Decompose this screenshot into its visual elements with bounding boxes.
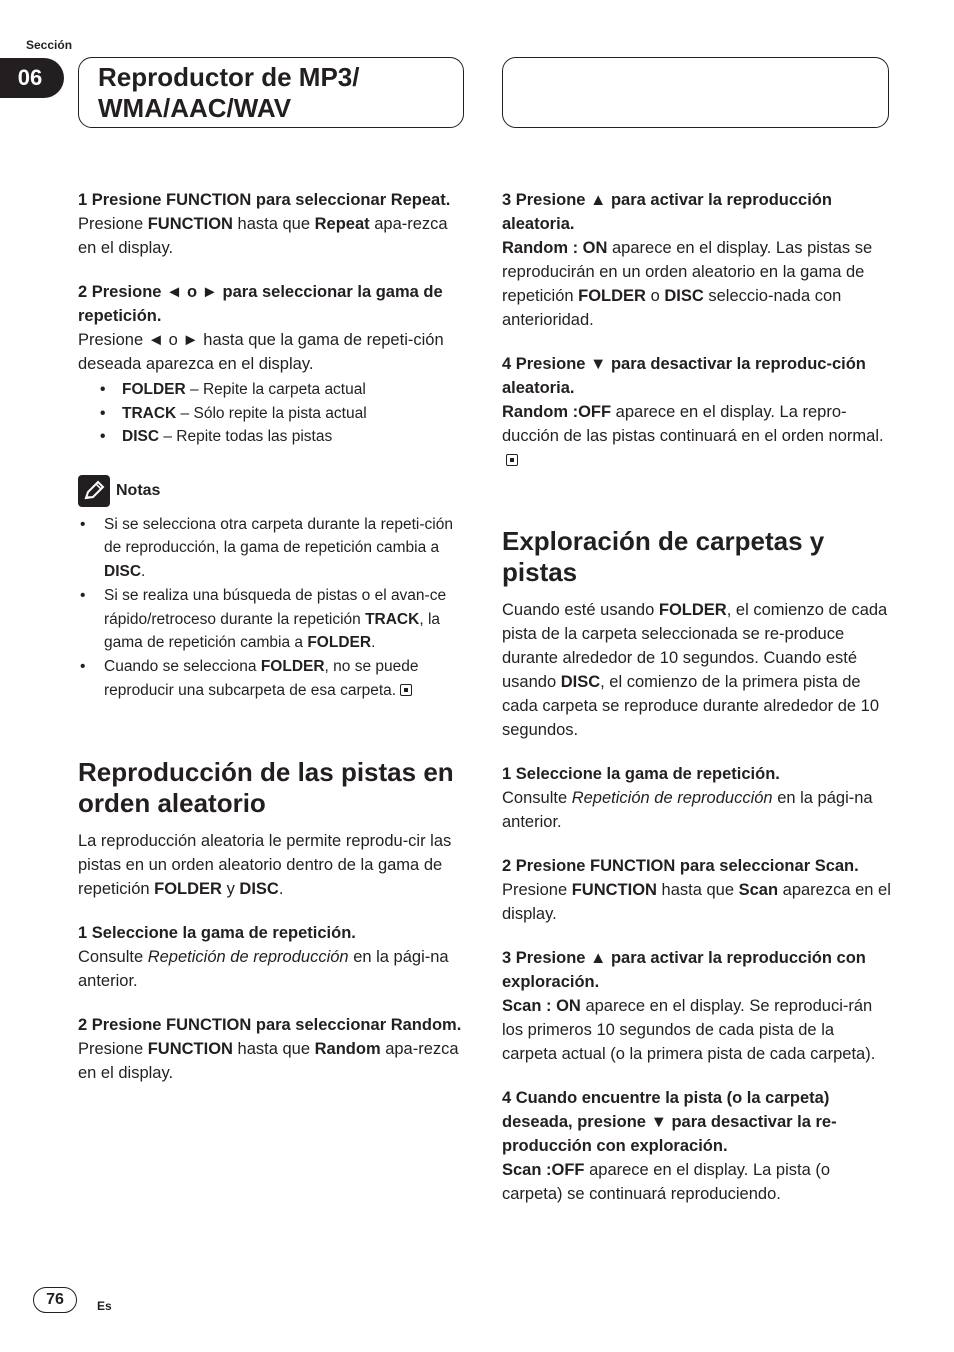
section-heading-scan: Exploración de carpetas y pistas [502, 526, 825, 587]
notes-list [78, 513, 468, 703]
section-label: Sección [26, 38, 73, 52]
language-code: Es [97, 1299, 112, 1313]
section-number-badge: 06 [0, 58, 64, 98]
step-body: Presione FUNCTION hasta que Random apa-rezca en el display. [78, 1039, 459, 1082]
step-body: Scan : ON aparece en el display. Se reproduci-rán los primeros 10 segundos de cada pista de la carpeta actual (o la primera pista de cada carpeta). [502, 997, 876, 1063]
step-heading: 1 Seleccione la gama de repetición. [502, 765, 780, 783]
list-item: • FOLDER – Repite la carpeta actual [78, 378, 468, 402]
notes-heading: Notas [78, 475, 468, 507]
note-item: • Cuando se selecciona FOLDER, no se puede reproducir una subcarpeta de esa carpeta. [78, 655, 468, 703]
left-column [78, 188, 468, 1085]
step-heading: 2 Presione FUNCTION para seleccionar Scan. [502, 857, 859, 875]
step-body: Scan :OFF aparece en el display. La pista (o carpeta) se continuará reproduciendo. [502, 1161, 831, 1203]
random-intro: La reproducción aleatoria le permite reprodu-cir las pistas en un orden aleatorio dentro de la gama de repetición FOLDER y DISC. [78, 831, 452, 898]
step-heading: 4 Cuando encuentre la pista (o la carpeta) deseada, presione ▼ para desactivar la re-producción con exploración. [502, 1089, 837, 1155]
step-body: Presione ◄ o ► hasta que la gama de repeti-ción deseada aparezca en el display. [78, 331, 444, 373]
right-column [502, 188, 892, 1206]
step-body: Consulte Repetición de reproducción en la pági-na anterior. [502, 789, 873, 831]
step-body: Random : ON aparece en el display. Las pistas se reproducirán en un orden aleatorio en la gama de repetición FOLDER o DISC seleccio-nada con anterioridad. [502, 239, 873, 329]
note-item: • Si se selecciona otra carpeta durante la repeti-ción de reproducción, la gama de repetición cambia a DISC. [78, 513, 468, 584]
step-heading: 1 Presione FUNCTION para seleccionar Repeat. [78, 191, 451, 209]
step-body: Random :OFF aparece en el display. La repro-ducción de las pistas continuará en el orden normal. [502, 400, 892, 472]
page-number: 76 [33, 1287, 77, 1313]
end-mark-icon [400, 684, 412, 696]
step-body: Presione FUNCTION hasta que Repeat apa-rezca en el display. [78, 215, 448, 257]
note-item: • Si se realiza una búsqueda de pistas o el avan-ce rápido/retroceso durante la repetición TRACK, la gama de repetición cambia a FOLDER. [78, 584, 468, 655]
scan-intro: Cuando esté usando FOLDER, el comienzo de cada pista de la carpeta seleccionada se re-produce durante alrededor de 10 segundos. Cuando esté usando DISC, el comienzo de la primera pista de cada carpeta se reproduce durante alrededor de 10 segundos. [502, 601, 888, 739]
step-heading: 3 Presione ▲ para activar la reproducción aleatoria. [502, 191, 832, 233]
end-mark-icon [506, 454, 518, 466]
repeat-range-list [78, 378, 468, 449]
step-body: Consulte Repetición de reproducción en la pági-na anterior. [78, 947, 449, 990]
chapter-title: Reproductor de MP3/ WMA/AAC/WAV [98, 62, 360, 123]
list-item: • DISC – Repite todas las pistas [78, 425, 468, 449]
step-heading: 1 Seleccione la gama de repetición. [78, 923, 356, 942]
step-body: Presione FUNCTION hasta que Scan aparezca en el display. [502, 881, 891, 923]
step-heading: 2 Presione ◄ o ► para seleccionar la gama de repetición. [78, 283, 443, 325]
pencil-note-icon [78, 475, 110, 507]
list-item: • TRACK – Sólo repite la pista actual [78, 402, 468, 426]
step-heading: 3 Presione ▲ para activar la reproducción con exploración. [502, 949, 866, 991]
step-heading: 4 Presione ▼ para desactivar la reproduc-ción aleatoria. [502, 355, 866, 397]
empty-header-box [502, 57, 889, 128]
section-heading-random: Reproducción de las pistas en orden aleatorio [78, 756, 454, 818]
step-heading: 2 Presione FUNCTION para seleccionar Random. [78, 1015, 462, 1034]
